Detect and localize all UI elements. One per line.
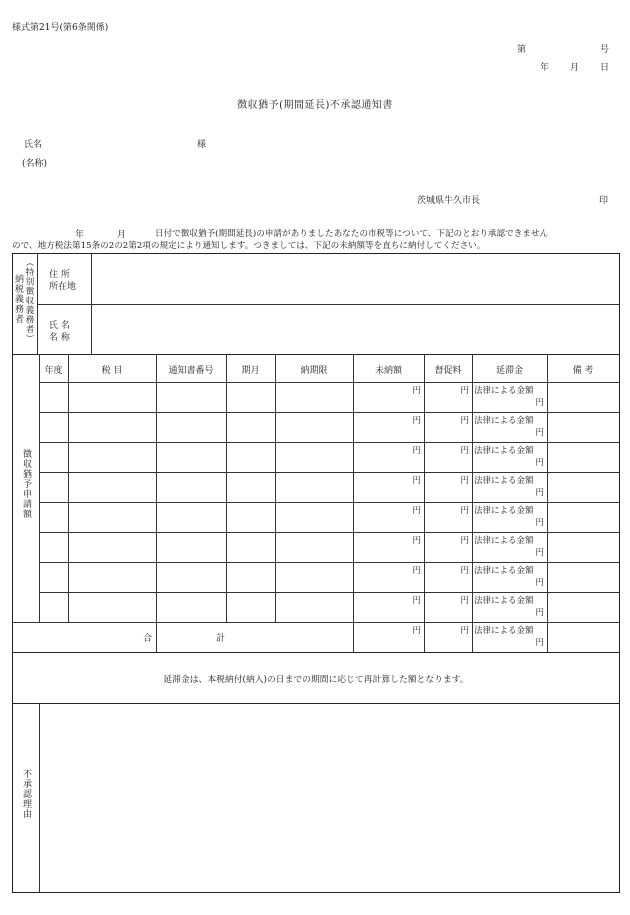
date-year: 年 <box>540 63 550 73</box>
divider <box>13 703 619 704</box>
total-label-2: 計 <box>216 634 226 644</box>
divider <box>39 532 619 533</box>
late-charge-yen: 円 <box>535 458 544 468</box>
unpaid-yen: 円 <box>412 476 421 486</box>
divider <box>39 472 619 473</box>
total-late-charge-legal: 法律による金額 <box>474 626 534 636</box>
divider <box>37 304 619 305</box>
divider <box>424 354 425 652</box>
divider <box>39 442 619 443</box>
form-table <box>12 253 620 893</box>
divider <box>39 502 619 503</box>
grid-side-label: 徴収猶予申請額 <box>21 449 31 519</box>
late-charge-yen: 円 <box>535 548 544 558</box>
late-charge-note: 延滞金は、本税納付(納入)の日までの期間に応じて再計算した額となります。 <box>163 675 469 685</box>
reason-label: 不承認理由 <box>21 769 31 819</box>
divider <box>39 382 619 383</box>
col-header-tax-item: 税 目 <box>101 366 123 376</box>
unpaid-yen: 円 <box>412 386 421 396</box>
late-charge-yen: 円 <box>535 398 544 408</box>
late-charge-yen: 円 <box>535 608 544 618</box>
document-title: 徴収猶予(期間延長)不承認通知書 <box>237 100 393 111</box>
unpaid-yen: 円 <box>412 446 421 456</box>
col-header-period: 期月 <box>241 366 260 376</box>
reminder-yen: 円 <box>460 536 469 546</box>
late-charge-yen: 円 <box>535 488 544 498</box>
reminder-yen: 円 <box>460 386 469 396</box>
divider <box>39 354 40 623</box>
paren-close: ︶ <box>24 334 34 344</box>
taxpayer-label-inner <box>24 258 33 352</box>
document-number-suffix: 号 <box>600 45 610 55</box>
divider <box>275 354 276 623</box>
form-number: 様式第21号(第6条関係) <box>12 23 109 33</box>
reminder-yen: 円 <box>460 446 469 456</box>
unpaid-yen: 円 <box>412 566 421 576</box>
late-charge-legal: 法律による金額 <box>474 386 534 396</box>
total-reminder-yen: 円 <box>460 626 469 636</box>
late-charge-legal: 法律による金額 <box>474 596 534 606</box>
divider <box>13 622 619 623</box>
divider <box>13 354 619 355</box>
late-charge-legal: 法律による金額 <box>474 476 534 486</box>
date-month: 月 <box>570 63 580 73</box>
late-charge-legal: 法律による金額 <box>474 506 534 516</box>
late-charge-legal: 法律による金額 <box>474 416 534 426</box>
body-text-month: 月 <box>117 230 127 240</box>
divider <box>39 412 619 413</box>
reminder-yen: 円 <box>460 476 469 486</box>
addressee-honorific: 様 <box>197 140 207 150</box>
taxpayer-label-inner-text: 特別徴収義務者 <box>24 267 34 334</box>
divider <box>353 354 354 652</box>
divider <box>39 703 40 892</box>
reminder-yen: 円 <box>460 566 469 576</box>
body-text-line2: ので、地方税法第15条の2の2第2項の規定により通知します。つきましては、下記の未納額等を直ちに納付してください。 <box>12 241 486 251</box>
name-label-2: 名 称 <box>49 333 70 343</box>
late-charge-yen: 円 <box>535 518 544 528</box>
reminder-yen: 円 <box>460 416 469 426</box>
reason-field[interactable] <box>41 705 617 890</box>
divider <box>13 652 619 653</box>
addressee-name-label: 氏名 <box>24 140 43 150</box>
late-charge-yen: 円 <box>535 578 544 588</box>
total-label-1: 合 <box>143 634 153 644</box>
total-unpaid-yen: 円 <box>412 626 421 636</box>
issuer-seal: 印 <box>599 196 609 206</box>
divider <box>39 562 619 563</box>
body-text-line1: 日付で徴収猶予(期間延長)の申請がありましたあなたの市税等について、下記のとおり承認できません <box>155 229 549 239</box>
col-header-unpaid: 未納額 <box>374 366 402 376</box>
unpaid-yen: 円 <box>412 596 421 606</box>
col-header-year: 年度 <box>44 366 63 376</box>
divider <box>547 354 548 652</box>
body-text-year: 年 <box>75 230 85 240</box>
late-charge-legal: 法律による金額 <box>474 446 534 456</box>
unpaid-yen: 円 <box>412 506 421 516</box>
reminder-yen: 円 <box>460 506 469 516</box>
divider <box>156 354 157 652</box>
col-header-late-charge: 延滞金 <box>495 366 523 376</box>
col-header-remarks: 備 考 <box>572 366 594 376</box>
total-late-charge-yen: 円 <box>535 638 544 648</box>
paren-open: ︵ <box>24 258 34 268</box>
unpaid-yen: 円 <box>412 536 421 546</box>
addressee-name-alt: (名称) <box>22 159 48 169</box>
late-charge-yen: 円 <box>535 428 544 438</box>
document-number-prefix: 第 <box>517 45 527 55</box>
name-label-1: 氏 名 <box>49 321 70 331</box>
reminder-yen: 円 <box>460 596 469 606</box>
divider <box>226 354 227 623</box>
taxpayer-label-outer: 納税義務者 <box>13 274 23 324</box>
address-label-2: 所在地 <box>49 282 77 292</box>
col-header-notice-number: 通知書番号 <box>168 366 214 376</box>
address-label-1: 住 所 <box>49 270 70 280</box>
date-day: 日 <box>600 63 610 73</box>
col-header-due-date: 納期限 <box>300 366 328 376</box>
divider <box>68 354 69 623</box>
issuer-name: 茨城県牛久市長 <box>417 196 481 206</box>
col-header-reminder-fee: 督促料 <box>434 366 462 376</box>
divider <box>39 592 619 593</box>
late-charge-legal: 法律による金額 <box>474 566 534 576</box>
unpaid-yen: 円 <box>412 416 421 426</box>
late-charge-legal: 法律による金額 <box>474 536 534 546</box>
